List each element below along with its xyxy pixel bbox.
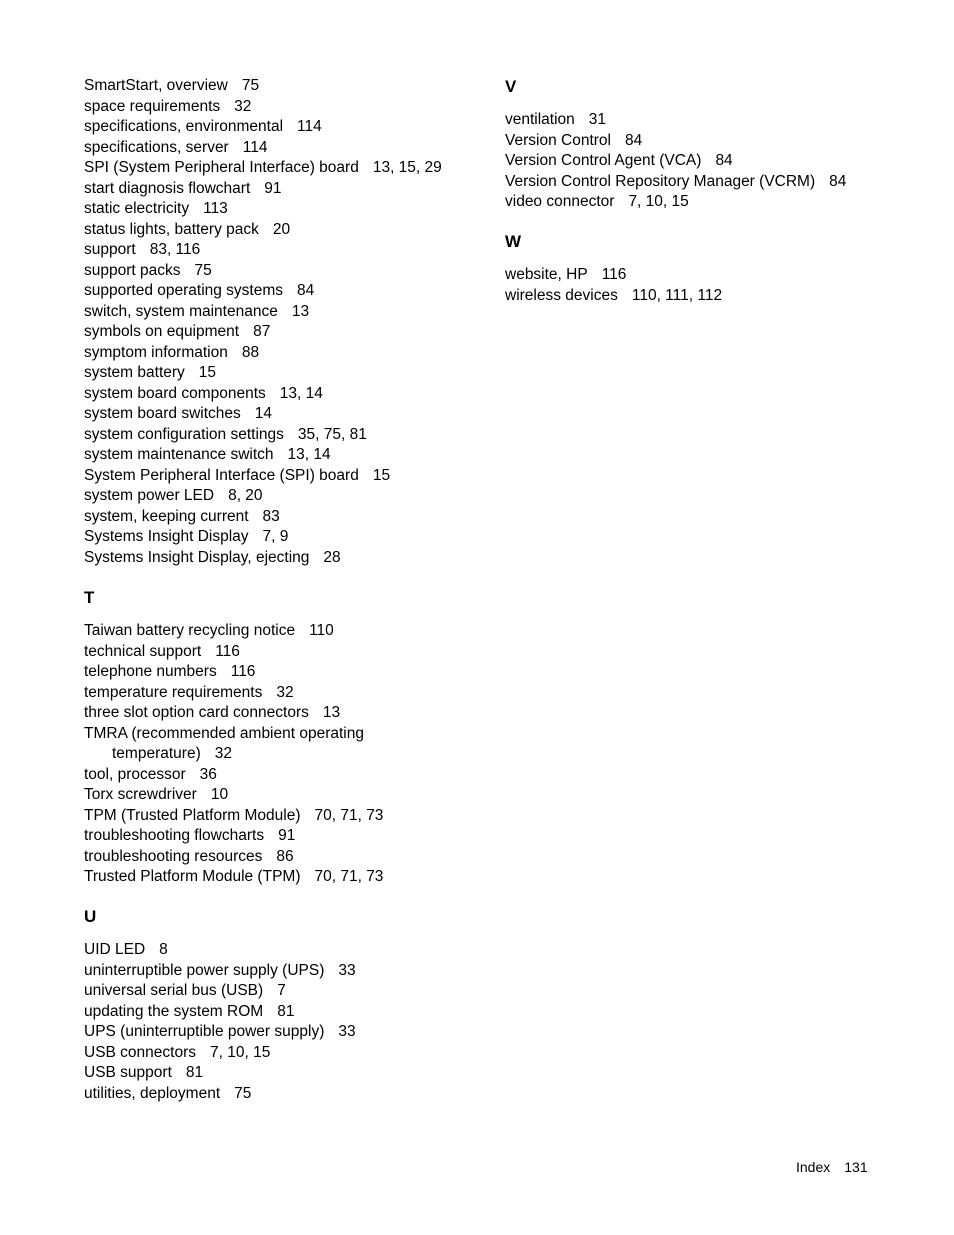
index-term: System Peripheral Interface (SPI) board: [84, 466, 359, 484]
index-page-refs: 84: [715, 152, 733, 169]
index-entry: [84, 683, 294, 703]
index-entry: [84, 240, 200, 260]
index-page-refs: 83: [262, 507, 280, 525]
index-page-refs: 32: [276, 683, 294, 701]
index-entry: [84, 425, 367, 445]
index-entry: [84, 621, 334, 641]
index-entry: [84, 1063, 203, 1083]
index-page-refs: 13: [322, 704, 341, 721]
index-page-refs: 15: [198, 364, 217, 381]
index-entry: [84, 404, 272, 424]
index-term: temperature): [112, 745, 201, 762]
index-letter-u: U: [84, 907, 97, 926]
index-entry: [84, 724, 364, 744]
index-entry: [505, 151, 733, 171]
index-entry: [84, 1022, 356, 1042]
index-page-refs: 113: [203, 200, 228, 217]
index-entry: [84, 158, 442, 178]
index-page-refs: 83, 116: [149, 241, 201, 258]
index-page-refs: 114: [242, 138, 268, 156]
index-term: system board components: [84, 384, 266, 402]
index-page-refs: 7, 10, 15: [628, 193, 689, 210]
index-term: start diagnosis flowchart: [84, 179, 251, 197]
index-term: system power LED: [84, 487, 215, 504]
index-term: tool, processor: [84, 765, 186, 783]
index-page-refs: 91: [264, 179, 282, 197]
index-letter-v: V: [505, 77, 517, 96]
index-page-refs: 7: [277, 982, 286, 999]
index-page-refs: 91: [278, 827, 296, 844]
index-entry: [84, 302, 309, 322]
index-page-refs: 35, 75, 81: [297, 425, 367, 443]
index-term: temperature requirements: [84, 683, 263, 701]
index-entry: [505, 265, 626, 285]
index-term: wireless devices: [505, 286, 618, 304]
index-term: support: [84, 241, 136, 258]
index-page-refs: 116: [230, 663, 256, 680]
index-entry: [84, 662, 255, 682]
index-term: status lights, battery pack: [84, 220, 259, 238]
index-entry: [84, 261, 212, 281]
index-entry: [84, 117, 322, 137]
index-entry: [84, 466, 390, 486]
index-entry: [84, 363, 216, 383]
index-entry: [505, 172, 846, 192]
footer-page-number: 131: [844, 1159, 868, 1175]
index-term: uninterruptible power supply (UPS): [84, 961, 325, 979]
index-entry: [84, 179, 282, 199]
index-term: TPM (Trusted Platform Module): [84, 806, 301, 824]
index-page-refs: 81: [185, 1064, 204, 1081]
index-entry: [84, 97, 251, 117]
index-entry: [84, 220, 290, 240]
index-term: system battery: [84, 364, 185, 381]
index-page-refs: 75: [241, 77, 260, 94]
index-entry: [84, 281, 314, 301]
index-entry: [84, 1084, 251, 1104]
index-page-refs: 75: [234, 1084, 252, 1102]
index-page-refs: 87: [253, 323, 271, 340]
index-term: system maintenance switch: [84, 446, 274, 463]
index-term: system configuration settings: [84, 425, 284, 443]
index-term: Version Control Repository Manager (VCRM): [505, 172, 816, 190]
index-entry: [84, 445, 331, 465]
index-term: Torx screwdriver: [84, 786, 197, 803]
index-entry: [84, 76, 259, 96]
index-term: universal serial bus (USB): [84, 982, 264, 999]
index-entry: [505, 131, 642, 151]
index-entry: [84, 322, 270, 342]
index-term: SmartStart, overview: [84, 77, 228, 94]
index-entry: [84, 765, 217, 785]
index-term: telephone numbers: [84, 663, 217, 680]
index-entry: [84, 867, 383, 887]
index-letter-w: W: [505, 232, 522, 251]
index-page-refs: 114: [297, 118, 322, 135]
index-page-refs: 13, 14: [287, 446, 331, 463]
index-term: Version Control Agent (VCA): [505, 152, 702, 169]
index-page-refs: 10: [210, 786, 229, 803]
index-entry: [84, 744, 232, 764]
index-term: system board switches: [84, 405, 241, 422]
page-footer: [796, 1157, 868, 1177]
index-entry: [84, 940, 168, 960]
index-term: troubleshooting flowcharts: [84, 827, 265, 844]
index-page-refs: 13, 14: [279, 384, 323, 402]
index-entry: [84, 847, 294, 867]
index-entry: [84, 548, 341, 568]
index-entry: [505, 110, 606, 130]
index-term: specifications, environmental: [84, 118, 284, 135]
index-page-refs: 116: [215, 642, 240, 660]
index-term: ventilation: [505, 111, 575, 128]
index-entry: [84, 199, 228, 219]
index-page-refs: 7, 9: [262, 528, 289, 545]
index-term: updating the system ROM: [84, 1002, 264, 1020]
index-entry: [84, 981, 286, 1001]
index-page-refs: 20: [272, 220, 291, 238]
index-term: supported operating systems: [84, 282, 284, 299]
index-page-refs: 8, 20: [228, 487, 263, 504]
index-term: SPI (System Peripheral Interface) board: [84, 159, 359, 176]
index-entry: [84, 806, 383, 826]
index-page-refs: 110, 111, 112: [631, 286, 723, 304]
index-entry: [84, 384, 323, 404]
index-page-refs: 36: [199, 765, 217, 783]
index-term: support packs: [84, 261, 181, 279]
index-entry: [84, 961, 356, 981]
index-page-refs: 70, 71, 73: [314, 806, 384, 824]
index-term: video connector: [505, 193, 615, 210]
index-term: Version Control: [505, 131, 611, 149]
index-entry: [84, 785, 228, 805]
index-page-refs: 15: [372, 466, 391, 484]
index-term: UPS (uninterruptible power supply): [84, 1023, 325, 1040]
index-entry: [505, 192, 689, 212]
index-term: specifications, server: [84, 138, 229, 156]
index-page-refs: 86: [276, 847, 294, 865]
index-page-refs: 70, 71, 73: [314, 868, 384, 885]
index-term: Systems Insight Display: [84, 528, 249, 545]
index-page-refs: 32: [214, 745, 232, 762]
index-page-refs: 14: [254, 405, 273, 422]
index-entry: [84, 703, 340, 723]
index-term: TMRA (recommended ambient operating: [84, 724, 364, 742]
index-entry: [84, 486, 263, 506]
index-term: symptom information: [84, 343, 228, 361]
index-term: switch, system maintenance: [84, 302, 278, 320]
index-entry: [84, 1002, 294, 1022]
index-term: space requirements: [84, 97, 221, 115]
index-page-refs: 33: [338, 1023, 356, 1040]
index-term: symbols on equipment: [84, 323, 240, 340]
index-entry: [84, 343, 259, 363]
index-term: technical support: [84, 642, 202, 660]
index-entry: [84, 527, 288, 547]
index-entry: [84, 138, 267, 158]
index-entry: [84, 1043, 270, 1063]
index-page-refs: 7, 10, 15: [210, 1043, 271, 1061]
index-entry: [84, 642, 240, 662]
index-term: system, keeping current: [84, 507, 249, 525]
index-term: Taiwan battery recycling notice: [84, 622, 296, 639]
index-page-refs: 33: [338, 961, 356, 979]
index-entry: [505, 286, 722, 306]
index-page-refs: 32: [234, 97, 252, 115]
index-term: troubleshooting resources: [84, 847, 263, 865]
index-term: website, HP: [505, 266, 588, 283]
index-term: utilities, deployment: [84, 1084, 221, 1102]
index-term: Trusted Platform Module (TPM): [84, 868, 301, 885]
index-term: three slot option card connectors: [84, 704, 309, 721]
index-page-refs: 116: [601, 266, 627, 283]
index-page-refs: 110: [309, 622, 334, 639]
index-term: USB support: [84, 1064, 172, 1081]
index-letter-t: T: [84, 588, 95, 607]
index-entry: [84, 507, 280, 527]
index-term: USB connectors: [84, 1043, 196, 1061]
index-term: UID LED: [84, 941, 146, 958]
index-page-refs: 28: [323, 548, 341, 566]
index-page-refs: 84: [624, 131, 643, 149]
footer-section-label: Index: [796, 1159, 831, 1175]
index-page-refs: 8: [159, 941, 168, 958]
index-page-refs: 88: [241, 343, 260, 361]
index-page-refs: 84: [829, 172, 847, 190]
index-page-refs: 75: [194, 261, 212, 279]
index-entry: [84, 826, 295, 846]
index-page-refs: 84: [297, 282, 315, 299]
index-page-refs: 31: [588, 111, 607, 128]
index-page-refs: 13: [291, 302, 310, 320]
index-term: Systems Insight Display, ejecting: [84, 548, 310, 566]
index-page-refs: 13, 15, 29: [372, 159, 442, 176]
index-term: static electricity: [84, 200, 190, 217]
index-page-refs: 81: [277, 1002, 295, 1020]
